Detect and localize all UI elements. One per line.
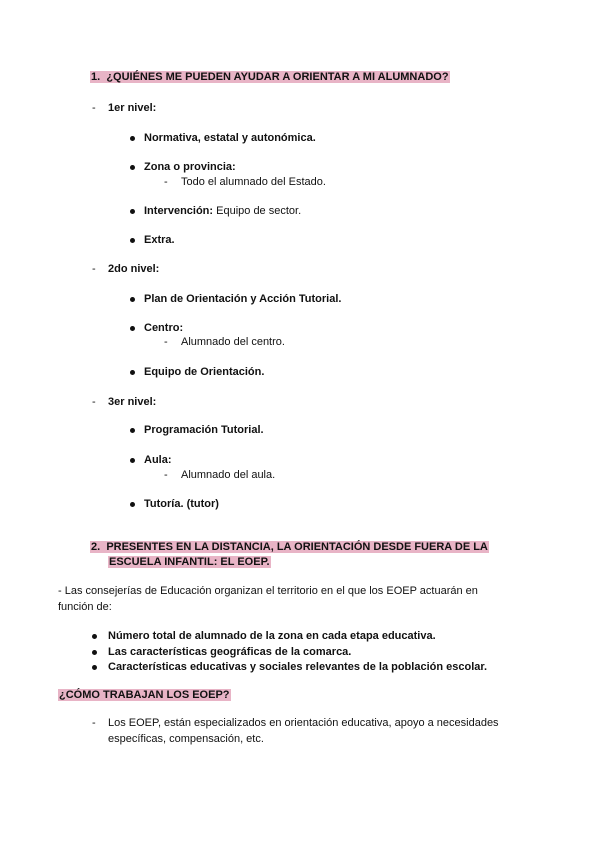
list-item: Plan de Orientación y Acción Tutorial. <box>144 293 342 305</box>
bullet-icon <box>130 458 135 463</box>
bullet-icon <box>130 209 135 214</box>
list-item: Intervención: Equipo de sector. <box>144 205 302 217</box>
list-item: Normativa, estatal y autonómica. <box>144 132 316 144</box>
sub-item: Alumnado del centro. <box>181 336 285 348</box>
list-item: Tutoría. (tutor) <box>144 498 219 510</box>
bullet-icon <box>92 665 97 670</box>
bullet-icon <box>130 165 135 170</box>
paragraph-line1: Los EOEP, están especializados en orientación educativa, apoyo a necesidades <box>108 717 499 729</box>
list-item: Características educativas y sociales relevantes de la población escolar. <box>108 661 488 673</box>
level-label: 1er nivel: <box>108 102 157 114</box>
level-dash: - <box>92 102 96 114</box>
sub-item: Todo el alumnado del Estado. <box>181 176 326 188</box>
intro-paragraph-line1: - Las consejerías de Educación organizan el territorio en el que los EOEP actuarán en <box>58 585 478 597</box>
paragraph-line2: específicas, compensación, etc. <box>108 733 264 745</box>
bullet-icon <box>130 136 135 141</box>
list-item: Número total de alumnado de la zona en cada etapa educativa. <box>108 630 436 642</box>
section-3-heading: ¿CÓMO TRABAJAN LOS EOEP? <box>59 689 230 701</box>
bullet-icon <box>130 297 135 302</box>
section-1-heading-text: 1. ¿QUIÉNES ME PUEDEN AYUDAR A ORIENTAR A MI ALUMNADO? <box>91 71 449 83</box>
bullet-icon <box>92 634 97 639</box>
level-dash: - <box>92 396 96 408</box>
list-item: Extra. <box>144 234 175 246</box>
sub-item: Alumnado del aula. <box>181 469 276 481</box>
list-item: Las características geográficas de la comarca. <box>108 646 352 658</box>
intro-paragraph-line2: función de: <box>58 601 112 613</box>
level-label: 2do nivel: <box>108 263 160 275</box>
list-item: Zona o provincia: <box>144 161 236 173</box>
bullet-icon <box>130 370 135 375</box>
list-item: Equipo de Orientación. <box>144 366 265 378</box>
sub-dash: - <box>164 469 168 481</box>
section-2-heading: 2. PRESENTES EN LA DISTANCIA, LA ORIENTACIÓN DESDE FUERA DE LA <box>91 541 488 553</box>
sub-dash: - <box>92 717 96 729</box>
bullet-icon <box>92 650 97 655</box>
bullet-icon <box>130 238 135 243</box>
section-2-heading-line2: ESCUELA INFANTIL: EL EOEP. <box>109 556 270 568</box>
list-item: Aula: <box>144 454 172 466</box>
level-label: 3er nivel: <box>108 396 157 408</box>
bullet-icon <box>130 502 135 507</box>
bullet-icon <box>130 326 135 331</box>
sub-dash: - <box>164 176 168 188</box>
list-item: Centro: <box>144 322 184 334</box>
list-item: Programación Tutorial. <box>144 424 264 436</box>
sub-dash: - <box>164 336 168 348</box>
section-1-heading <box>90 71 450 83</box>
bullet-icon <box>130 428 135 433</box>
level-dash: - <box>92 263 96 275</box>
